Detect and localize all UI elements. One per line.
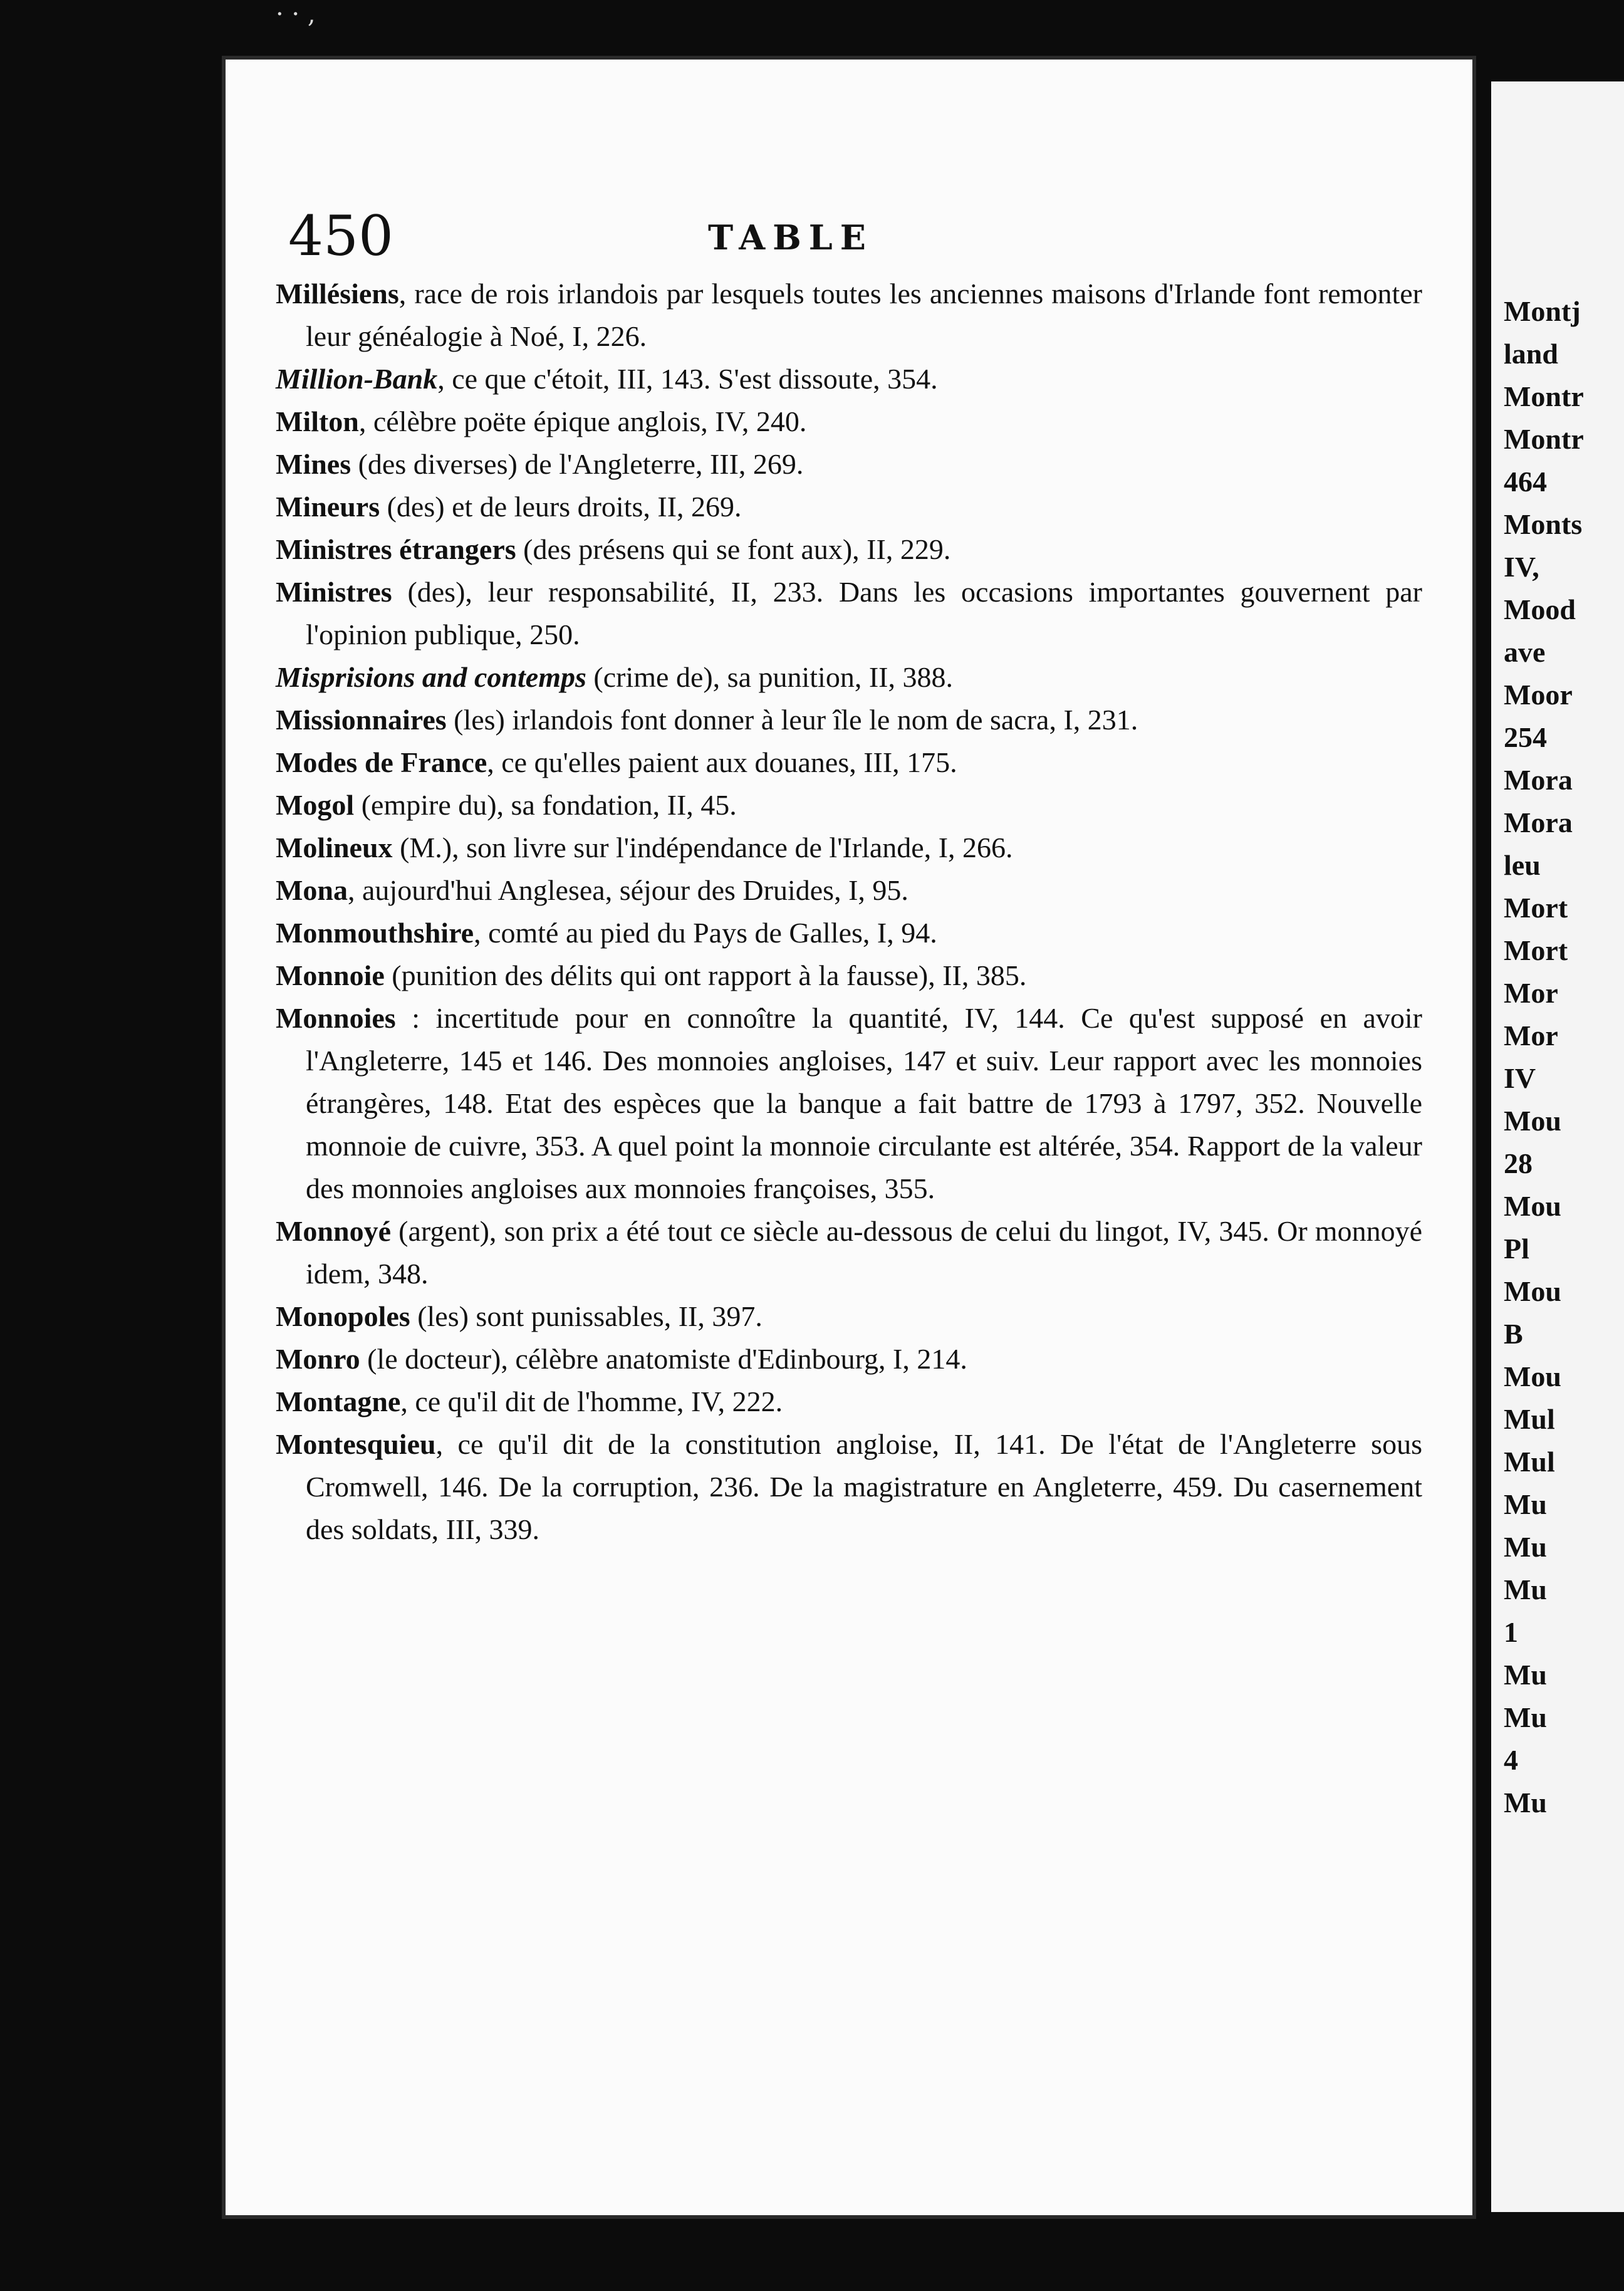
opposite-line-fragment: Mou [1504,1275,1561,1307]
entry-headword: Ministres [276,576,392,608]
opposite-line-fragment: Mu [1504,1787,1547,1819]
index-entry [276,997,1422,1210]
entry-headword: Million-Bank [276,363,438,395]
entry-text: (argent), son prix a été tout ce siècle au-dessous de celui du lingot, IV, 345. Or monnoyé idem, 348. [306,1215,1422,1290]
opposite-line-fragment: Moor [1504,679,1573,711]
entry-headword: Mogol [276,789,355,821]
entry-text: (crime de), sa punition, II, 388. [586,661,953,693]
entry-headword: Molineux [276,832,393,864]
opposite-line-fragment: 4 [1504,1744,1518,1776]
entry-headword: Ministres étrangers [276,533,516,565]
index-entry [276,699,1422,741]
index-entry [276,827,1422,869]
entry-text: (empire du), sa fondation, II, 45. [354,789,737,821]
opposite-line-fragment: land [1504,338,1558,370]
entry-text: (des) et de leurs droits, II, 269. [380,491,742,523]
entry-text: , aujourd'hui Anglesea, séjour des Druides, I, 95. [348,874,908,906]
opposite-line-fragment: 254 [1504,721,1547,753]
entry-text: , ce qu'il dit de l'homme, IV, 222. [400,1386,783,1417]
entry-headword: Mineurs [276,491,380,523]
opposite-line-fragment: Montj [1504,295,1581,327]
opposite-line-fragment: Montr [1504,423,1584,455]
entry-headword: Monnoie [276,959,385,991]
opposite-line-fragment: Monts [1504,508,1583,540]
index-entry [276,1338,1422,1380]
scan-specks: · · , [276,0,316,29]
entry-text: (le docteur), célèbre anatomiste d'Edinbourg, I, 214. [360,1343,967,1375]
opposite-line-fragment: Mood [1504,593,1576,625]
index-entry [276,443,1422,486]
entry-headword: Modes de France [276,746,487,778]
opposite-line-fragment: leu [1504,849,1541,881]
entry-text: (M.), son livre sur l'indépendance de l'Irlande, I, 266. [392,832,1013,864]
opposite-line-fragment: Mora [1504,806,1573,838]
index-entry [276,784,1422,827]
entry-headword: Monro [276,1343,360,1375]
index-entry [276,358,1422,400]
entry-headword: Mona [276,874,348,906]
opposite-line-fragment: Mou [1504,1105,1561,1137]
entry-text: , ce qu'il dit de la constitution angloise, II, 141. De l'état de l'Angleterre sous Cromwell, 146. De la corruption, 236. De la magistrature en Angleterre, 459. Du casernement des soldats, III, 339. [306,1428,1422,1545]
entry-headword: Montagne [276,1386,401,1417]
running-head: TABLE [708,217,873,258]
opposite-line-fragment: Mu [1504,1701,1547,1733]
entry-text: : incertitude pour en connoître la quantité, IV, 144. Ce qu'est supposé en avoir l'Angleterre, 145 et 146. Des monnoies angloises, 147 et suiv. Leur rapport avec les monnoies étrangères, 148. Etat des espèces que la banque a fait battre de 1793 à 1797, 352. Nouvelle monnoie de cuivre, 353. A quel point la monnoie circulante est altérée, 354. Rapport de la valeur des monnoies angloises aux monnoies françoises, 355. [306,1002,1422,1204]
index-entry [276,1380,1422,1423]
index-entry [276,1423,1422,1551]
index-entry [276,741,1422,784]
entry-text: , ce qu'elles paient aux douanes, III, 175. [487,746,957,778]
opposite-line-fragment: Mu [1504,1531,1547,1563]
entry-text: (les) sont punissables, II, 397. [410,1300,763,1332]
index-entries [276,273,1422,1551]
entry-text: , race de rois irlandois par lesquels toutes les anciennes maisons d'Irlande font remonter leur généalogie à Noé, I, 226. [306,278,1422,352]
entry-headword: Monnoyé [276,1215,391,1247]
entry-headword: Monopoles [276,1300,410,1332]
opposite-line-fragment: Mul [1504,1403,1555,1435]
entry-headword: Millésiens [276,278,399,310]
index-entry [276,869,1422,912]
opposite-line-fragment: Mor [1504,977,1558,1009]
opposite-line-fragment: IV [1504,1062,1536,1094]
opposite-line-fragment: Mou [1504,1190,1561,1222]
opposite-line-fragment: IV, [1504,551,1539,583]
index-entry [276,912,1422,954]
opposite-line-fragment: Montr [1504,380,1584,412]
opposite-line-fragment: ave [1504,636,1546,668]
opposite-line-fragment: Pl [1504,1233,1529,1265]
entry-text: (les) irlandois font donner à leur île le nom de sacra, I, 231. [446,704,1138,736]
entry-text: , comté au pied du Pays de Galles, I, 94. [474,917,937,949]
entry-text: (punition des délits qui ont rapport à la fausse), II, 385. [384,959,1027,991]
entry-headword: Monnoies [276,1002,396,1034]
opposite-line-fragment: Mou [1504,1360,1561,1392]
opposite-line-fragment: Mu [1504,1659,1547,1691]
entry-text: (des diverses) de l'Angleterre, III, 269. [351,448,804,480]
page-header [288,204,1416,268]
opposite-line-fragment: 1 [1504,1616,1518,1648]
entry-text: (des), leur responsabilité, II, 233. Dans les occasions importantes gouvernent par l'opinion publique, 250. [306,576,1422,650]
opposite-line-fragment: Mora [1504,764,1573,796]
index-entry [276,571,1422,656]
entry-text: , ce que c'étoit, III, 143. S'est dissoute, 354. [437,363,938,395]
index-entry [276,656,1422,699]
entry-text: (des présens qui se font aux), II, 229. [516,533,951,565]
entry-headword: Missionnaires [276,704,447,736]
opposite-line-fragment: Mort [1504,934,1568,966]
index-entry [276,273,1422,358]
index-entry [276,486,1422,528]
page-number: 450 [288,204,393,268]
index-entry [276,400,1422,443]
entry-text: , célèbre poëte épique anglois, IV, 240. [358,405,807,437]
entry-headword: Misprisions and contemps [276,661,586,693]
entry-headword: Monmouthshire [276,917,474,949]
opposite-line-fragment: Mor [1504,1020,1558,1052]
entry-headword: Milton [276,405,359,437]
opposite-line-fragment: 464 [1504,466,1547,498]
index-entry [276,1295,1422,1338]
opposite-line-fragment: B [1504,1318,1523,1350]
index-entry [276,528,1422,571]
opposite-page-edge [1491,81,1624,2212]
entry-headword: Mines [276,448,351,480]
index-entry [276,954,1422,997]
index-entry [276,1210,1422,1295]
opposite-line-fragment: Mu [1504,1573,1547,1605]
entry-headword: Montesquieu [276,1428,436,1460]
opposite-line-fragment: Mul [1504,1446,1555,1478]
opposite-line-fragment: 28 [1504,1147,1533,1179]
opposite-line-fragment: Mort [1504,892,1568,924]
opposite-line-fragment: Mu [1504,1488,1547,1520]
